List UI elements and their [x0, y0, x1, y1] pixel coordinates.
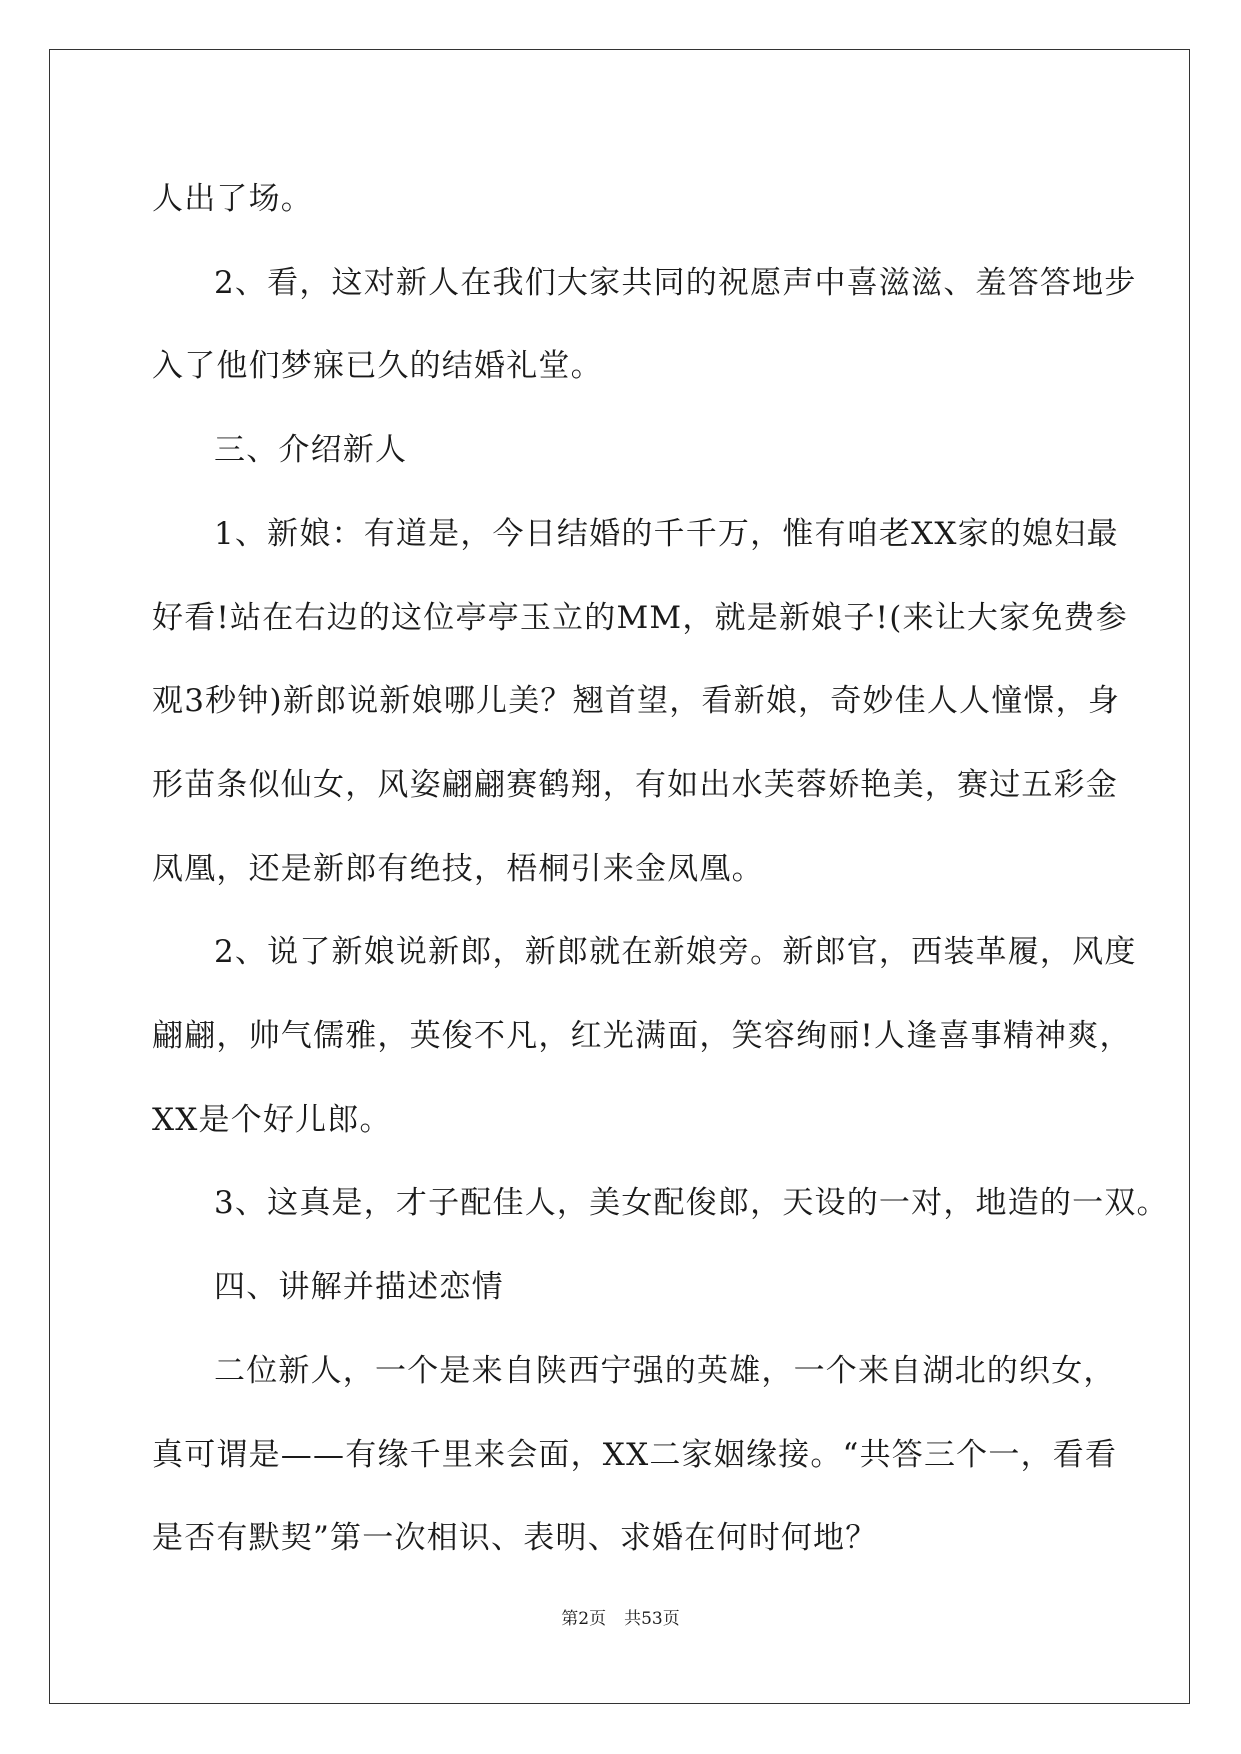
paragraph-line: 2、看，这对新人在我们大家共同的祝愿声中喜滋滋、羞答答地步 — [214, 264, 1137, 301]
paragraph-line: 是否有默契”第一次相识、表明、求婚在何时何地？ — [152, 1520, 878, 1557]
paragraph-line: 翩翩，帅气儒雅，英俊不凡，红光满面，笑容绚丽!人逢喜事精神爽， — [152, 1018, 1132, 1055]
paragraph-line: 二位新人，一个是来自陕西宁强的英雄，一个来自湖北的织女， — [214, 1352, 1116, 1389]
paragraph-line: 真可谓是——有缘千里来会面，XX二家姻缘接。“共答三个一，看看 — [152, 1436, 1118, 1473]
paragraph-line: 凤凰，还是新郎有绝技，梧桐引来金凤凰。 — [152, 850, 764, 887]
page-footer — [0, 1604, 1241, 1629]
page-total: 共53页 — [624, 1609, 680, 1629]
document-body — [152, 158, 1169, 1581]
paragraph-line: 人出了场。 — [152, 181, 313, 217]
section-heading: 三、介绍新人 — [214, 432, 408, 469]
paragraph-line: 3、这真是，才子配佳人，美女配俊郎，天设的一对，地造的一双。 — [214, 1185, 1169, 1222]
paragraph-line: 形苗条似仙女，风姿翩翩赛鹤翔，有如出水芙蓉娇艳美，赛过五彩金 — [152, 766, 1118, 803]
paragraph-line: 入了他们梦寐已久的结婚礼堂。 — [152, 348, 603, 385]
page-number: 第2页 — [561, 1609, 607, 1629]
paragraph-line: 1、新娘：有道是，今日结婚的千千万，惟有咱老XX家的媳妇最 — [214, 515, 1119, 552]
paragraph-line: 好看!站在右边的这位亭亭玉立的MM，就是新娘子!(来让大家免费参 — [152, 599, 1128, 636]
paragraph-line: 观3秒钟)新郎说新娘哪儿美？翘首望，看新娘，奇妙佳人人憧憬，身 — [152, 683, 1121, 720]
section-heading: 四、讲解并描述恋情 — [214, 1269, 504, 1306]
paragraph-line: 2、说了新娘说新郎，新郎就在新娘旁。新郎官，西装革履，风度 — [214, 934, 1137, 971]
paragraph-line: XX是个好儿郎。 — [152, 1101, 392, 1138]
